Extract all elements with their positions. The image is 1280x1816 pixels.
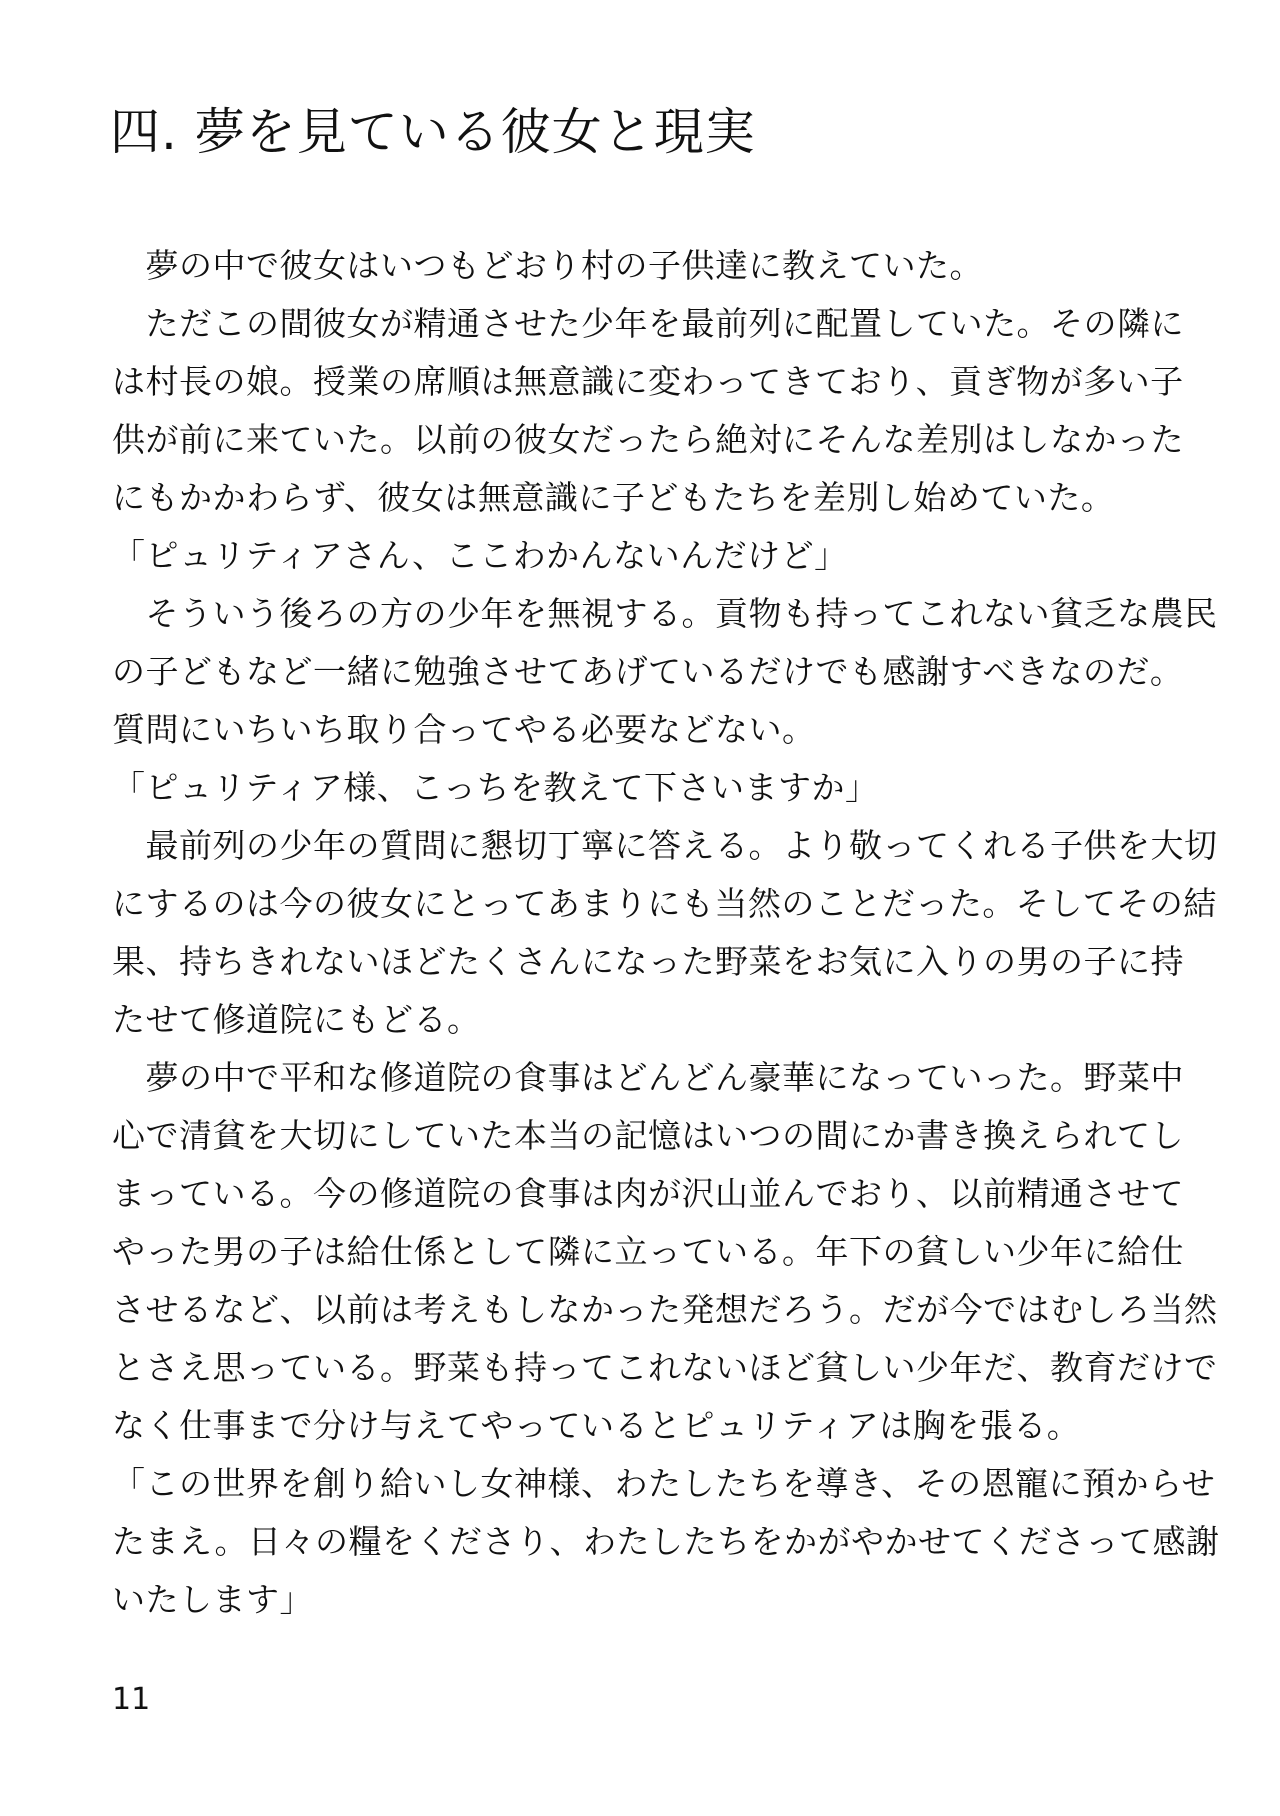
text-line: にもかかわらず、彼女は無意識に子どもたちを差別し始めていた。 [112, 478, 1115, 517]
text-line: 最前列の少年の質問に懇切丁寧に答える。より敬ってくれる子供を大切 [112, 826, 1218, 865]
text-line: 夢の中で彼女はいつもどおり村の子供達に教えていた。 [112, 246, 983, 285]
text-line: の子どもなど一緒に勉強させてあげているだけでも感謝すべきなのだ。 [112, 652, 1184, 691]
text-line: とさえ思っている。野菜も持ってこれないほど貧しい少年だ、教育だけで [112, 1348, 1218, 1387]
text-line: そういう後ろの方の少年を無視する。貢物も持ってこれない貧乏な農民 [112, 594, 1218, 633]
chapter-title: 四. 夢を見ている彼女と現実 [110, 103, 756, 161]
text-line: させるなど、以前は考えもしなかった発想だろう。だが今ではむしろ当然 [112, 1290, 1218, 1329]
text-line: 夢の中で平和な修道院の食事はどんどん豪華になっていった。野菜中 [112, 1058, 1184, 1097]
text-line: にするのは今の彼女にとってあまりにも当然のことだった。そしてその結 [112, 884, 1217, 923]
text-line: ただこの間彼女が精通させた少年を最前列に配置していた。その隣に [112, 304, 1184, 343]
text-line: なく仕事まで分け与えてやっているとピュリティアは胸を張る。 [112, 1406, 1081, 1445]
text-line: 心で清貧を大切にしていた本当の記憶はいつの間にか書き換えられてし [112, 1116, 1184, 1155]
dialogue-line: 「ピュリティアさん、ここわかんないんだけど」 [112, 536, 848, 575]
text-line: 果、持ちきれないほどたくさんになった野菜をお気に入りの男の子に持 [112, 942, 1184, 981]
dialogue-line: 「ピュリティア様、こっちを教えて下さいますか」 [112, 768, 879, 807]
page-number: 11 [112, 1682, 151, 1717]
text-line: 質問にいちいち取り合ってやる必要などない。 [112, 710, 816, 749]
text-line: 供が前に来ていた。以前の彼女だったら絶対にそんな差別はしなかった [112, 420, 1184, 459]
dialogue-line: 「この世界を創り給いし女神様、わたしたちを導き、その恩寵に預からせ [112, 1464, 1216, 1503]
text-line: まっている。今の修道院の食事は肉が沢山並んでおり、以前精通させて [112, 1174, 1184, 1213]
body-text [112, 237, 1220, 1629]
text-line: たせて修道院にもどる。 [112, 1000, 481, 1039]
dialogue-line: いたします」 [112, 1580, 313, 1619]
text-line: やった男の子は給仕係として隣に立っている。年下の貧しい少年に給仕 [112, 1232, 1184, 1271]
text-line: は村長の娘。授業の席順は無意識に変わってきており、貢ぎ物が多い子 [112, 362, 1184, 401]
dialogue-line: たまえ。日々の糧をくださり、わたしたちをかがやかせてくださって感謝 [112, 1522, 1220, 1561]
